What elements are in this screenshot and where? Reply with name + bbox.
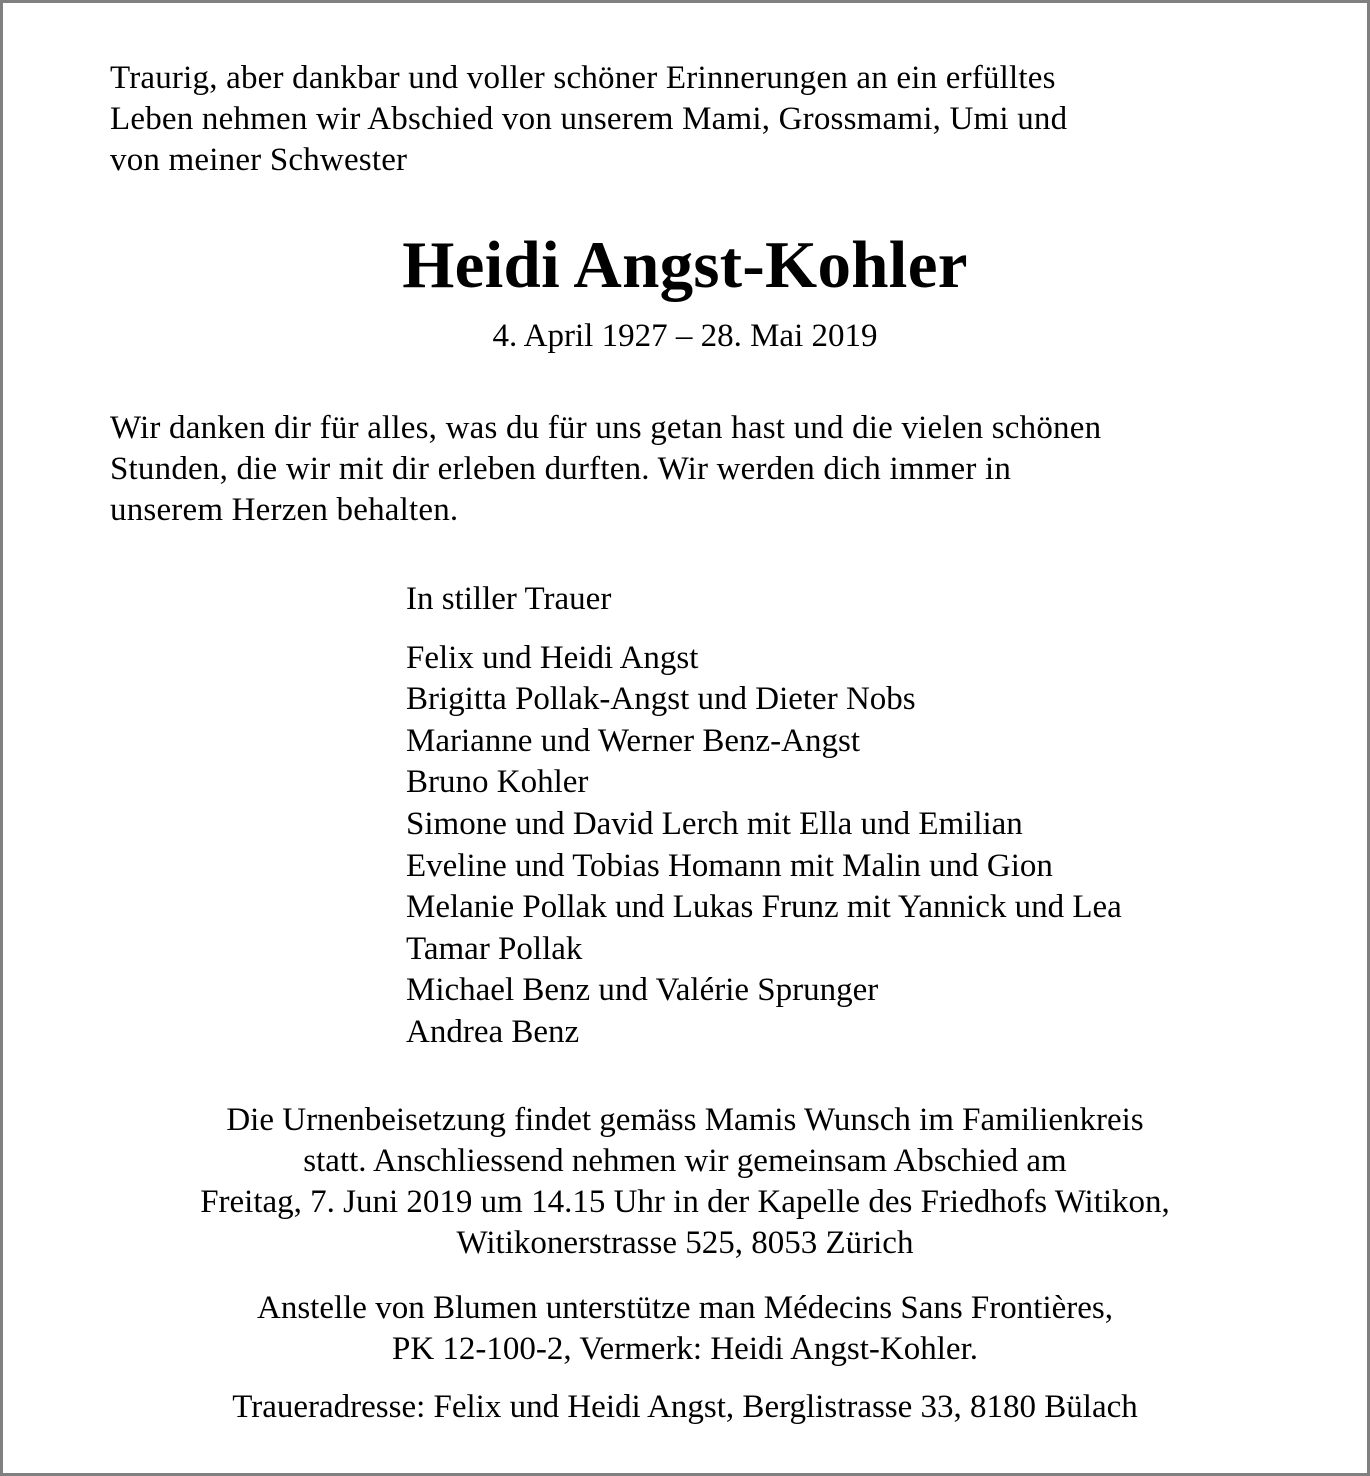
mourner-name: Melanie Pollak und Lukas Frunz mit Yannick und Lea (406, 889, 1122, 926)
funeral-line: Die Urnenbeisetzung findet gemäss Mamis Wunsch im Familienkreis (226, 1102, 1144, 1138)
mourners-list (406, 579, 1122, 1054)
deceased-name: Heidi Angst-Kohler (402, 228, 968, 302)
mourner-name: Brigitta Pollak-Angst und Dieter Nobs (406, 681, 916, 718)
thanks-line: Wir danken dir für alles, was du für uns getan hast und die vielen schönen (110, 410, 1102, 446)
intro-line: Leben nehmen wir Abschied von unserem Mami, Grossmami, Umi und (110, 101, 1068, 137)
mourner-name: Bruno Kohler (406, 764, 589, 801)
mourner-name: Eveline und Tobias Homann mit Malin und Gion (406, 847, 1053, 884)
mourner-name: Marianne und Werner Benz-Angst (406, 722, 861, 759)
mourners-heading: In stiller Trauer (406, 581, 612, 617)
donation-info (3, 1288, 1367, 1370)
donation-line: Anstelle von Blumen unterstütze man Médecins Sans Frontières, (256, 1290, 1113, 1326)
funeral-line: Freitag, 7. Juni 2019 um 14.15 Uhr in der Kapelle des Friedhofs Witikon, (200, 1184, 1170, 1220)
mourner-name: Felix und Heidi Angst (406, 639, 699, 676)
mourning-address: Traueradresse: Felix und Heidi Angst, Berglistrasse 33, 8180 Bülach (232, 1389, 1138, 1425)
donation-line: PK 12-100-2, Vermerk: Heidi Angst-Kohler. (392, 1331, 978, 1367)
intro-paragraph (110, 58, 1267, 181)
funeral-line: statt. Anschliessend nehmen wir gemeinsam Abschied am (303, 1143, 1067, 1179)
intro-line: von meiner Schwester (110, 142, 408, 178)
life-dates: 4. April 1927 – 28. Mai 2019 (492, 318, 878, 354)
thanks-line: Stunden, die wir mit dir erleben durften. Wir werden dich immer in (110, 451, 1012, 487)
intro-line: Traurig, aber dankbar und voller schöner Erinnerungen an ein erfülltes (110, 60, 1056, 96)
mourner-name: Andrea Benz (406, 1013, 580, 1050)
thanks-line: unserem Herzen behalten. (110, 492, 459, 528)
mourner-name: Michael Benz und Valérie Sprunger (406, 972, 879, 1009)
mourner-name: Tamar Pollak (406, 930, 583, 967)
funeral-info (3, 1100, 1367, 1264)
funeral-line: Witikonerstrasse 525, 8053 Zürich (456, 1225, 914, 1261)
thanks-paragraph (110, 408, 1267, 531)
mourner-name: Simone und David Lerch mit Ella und Emilian (406, 805, 1023, 842)
